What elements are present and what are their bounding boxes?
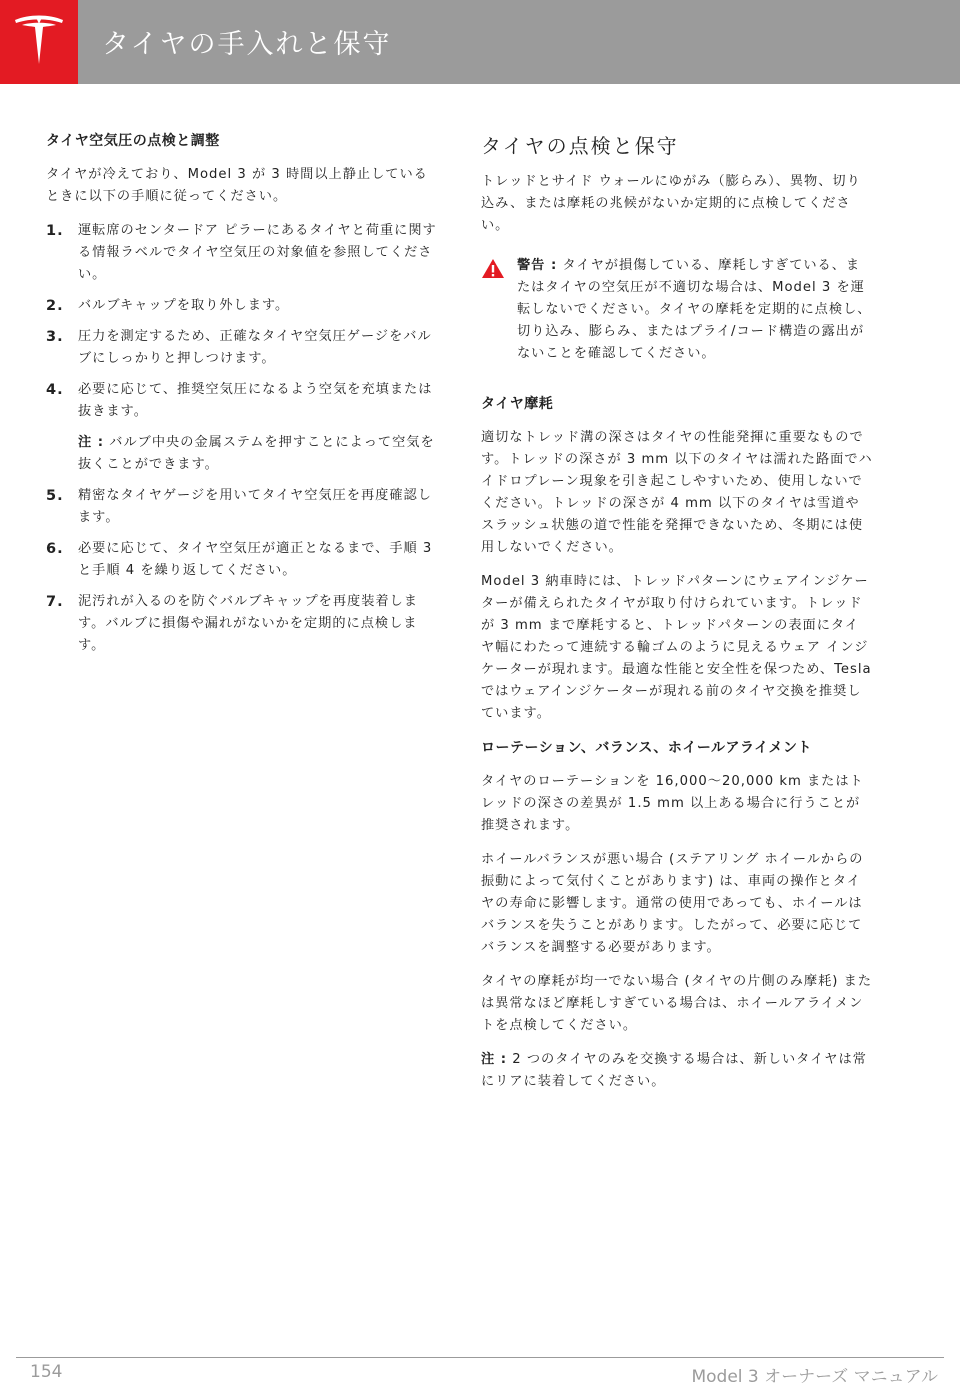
warning-label: 警告 : bbox=[517, 258, 558, 273]
page-number: 154 bbox=[30, 1362, 63, 1382]
left-column bbox=[46, 130, 438, 666]
step-item bbox=[46, 591, 438, 657]
step-text: 必要に応じて、推奨空気圧になるよう空気を充填または抜きます。 bbox=[78, 382, 433, 419]
tire-wear-heading: タイヤ摩耗 bbox=[481, 396, 554, 412]
step-number: 2. bbox=[46, 298, 64, 314]
tesla-logo bbox=[0, 0, 78, 84]
tesla-t-icon bbox=[13, 14, 65, 70]
alignment-paragraph: タイヤの摩耗が均一でない場合 (タイヤの片側のみ摩耗) または異常なほど摩耗しすぎている場合は、ホイールアライメントを点検してください。 bbox=[481, 974, 873, 1033]
tire-pressure-intro: タイヤが冷えており、Model 3 が 3 時間以上静止しているときに以下の手順に従ってください。 bbox=[46, 167, 428, 204]
warning-block bbox=[481, 255, 873, 365]
inspection-heading: タイヤの点検と保守 bbox=[481, 134, 679, 158]
step-number: 7. bbox=[46, 594, 64, 610]
wear-indicator-paragraph: Model 3 納車時には、トレッドパターンにウェアインジケーターが備えられたタイヤが取り付けられています。トレッドが 3 mm まで摩耗すると、トレッドパターンの表面にタイヤ幅にわたって連続する輪ゴムのように見えるウェア インジケーターが現れます。最適な性能と安全性を保つため、Tesla ではウェアインジケーターが現れる前のタイヤ交換を推奨しています。 bbox=[481, 574, 872, 721]
step-text: バルブキャップを取り外します。 bbox=[78, 298, 290, 313]
page-header bbox=[0, 0, 960, 84]
step-item bbox=[46, 485, 438, 529]
step-item bbox=[46, 220, 438, 286]
step-text: 運転席のセンタードア ピラーにあるタイヤと荷重に関する情報ラベルでタイヤ空気圧の対象値を参照してください。 bbox=[78, 223, 437, 282]
right-column bbox=[481, 130, 873, 1105]
warning-text: タイヤが損傷している、摩耗しすぎている、またはタイヤの空気圧が不適切な場合は、Model 3 を運転しないでください。タイヤの摩耗を定期的に点検し、切り込み、膨らみ、またはプライ/コード構造の露出がないことを確認してください。 bbox=[517, 258, 872, 361]
footer-manual-title: Model 3 オーナーズ マニュアル bbox=[691, 1367, 938, 1387]
step-text: 必要に応じて、タイヤ空気圧が適正となるまで、手順 3 と手順 4 を繰り返してください。 bbox=[78, 541, 433, 578]
step-item bbox=[46, 379, 438, 423]
warning-icon bbox=[481, 258, 505, 279]
step-text: 圧力を測定するため、正確なタイヤ空気圧ゲージをバルブにしっかりと押しつけます。 bbox=[78, 329, 432, 366]
valve-note bbox=[46, 432, 438, 476]
footer-divider bbox=[16, 1357, 944, 1358]
tire-wear-paragraph: 適切なトレッド溝の深さはタイヤの性能発揮に重要なものです。トレッドの深さが 3 mm 以下のタイヤは濡れた路面でハイドロプレーン現象を引き起こしやすいため、使用しないでください。トレッドの深さが 4 mm 以下のタイヤは雪道やスラッシュ状態の道で性能を発揮できないため、冬期には使用しないでください。 bbox=[481, 430, 873, 555]
note-label: 注 : bbox=[78, 435, 105, 450]
rotation-heading: ローテーション、バランス、ホイールアライメント bbox=[481, 740, 812, 756]
note-text: バルブ中央の金属ステムを押すことによって空気を抜くことができます。 bbox=[78, 435, 435, 472]
rotation-paragraph: タイヤのローテーションを 16,000～20,000 km またはトレッドの深さの差異が 1.5 mm 以上ある場合に行うことが推奨されます。 bbox=[481, 774, 864, 833]
step-item bbox=[46, 326, 438, 370]
note-text: 2 つのタイヤのみを交換する場合は、新しいタイヤは常にリアに装着してください。 bbox=[481, 1052, 867, 1089]
step-text: 泥汚れが入るのを防ぐバルブキャップを再度装着します。バルブに損傷や漏れがないかを定期的に点検します。 bbox=[78, 594, 418, 653]
step-number: 5. bbox=[46, 488, 64, 504]
page-title: タイヤの手入れと保守 bbox=[102, 29, 392, 60]
step-text: 精密なタイヤゲージを用いてタイヤ空気圧を再度確認します。 bbox=[78, 488, 432, 525]
balance-paragraph: ホイールバランスが悪い場合 (ステアリング ホイールからの振動によって気付くことがあります) は、車両の操作とタイヤの寿命に影響します。通常の使用であっても、ホイールはバランスを失うことがあります。したがって、必要に応じてバランスを調整する必要があります。 bbox=[481, 852, 864, 955]
inspection-intro: トレッドとサイド ウォールにゆがみ（膨らみ）、異物、切り込み、または摩耗の兆候がないか定期的に点検してください。 bbox=[481, 174, 861, 233]
step-item bbox=[46, 295, 438, 317]
step-number: 4. bbox=[46, 382, 64, 398]
tire-pressure-steps bbox=[46, 220, 438, 423]
step-number: 1. bbox=[46, 223, 64, 239]
note-label: 注 : bbox=[481, 1052, 508, 1067]
tire-pressure-steps-continued bbox=[46, 485, 438, 657]
step-number: 3. bbox=[46, 329, 64, 345]
replacement-note bbox=[481, 1049, 873, 1093]
tire-pressure-heading: タイヤ空気圧の点検と調整 bbox=[46, 133, 220, 149]
step-item bbox=[46, 538, 438, 582]
step-number: 6. bbox=[46, 541, 64, 557]
